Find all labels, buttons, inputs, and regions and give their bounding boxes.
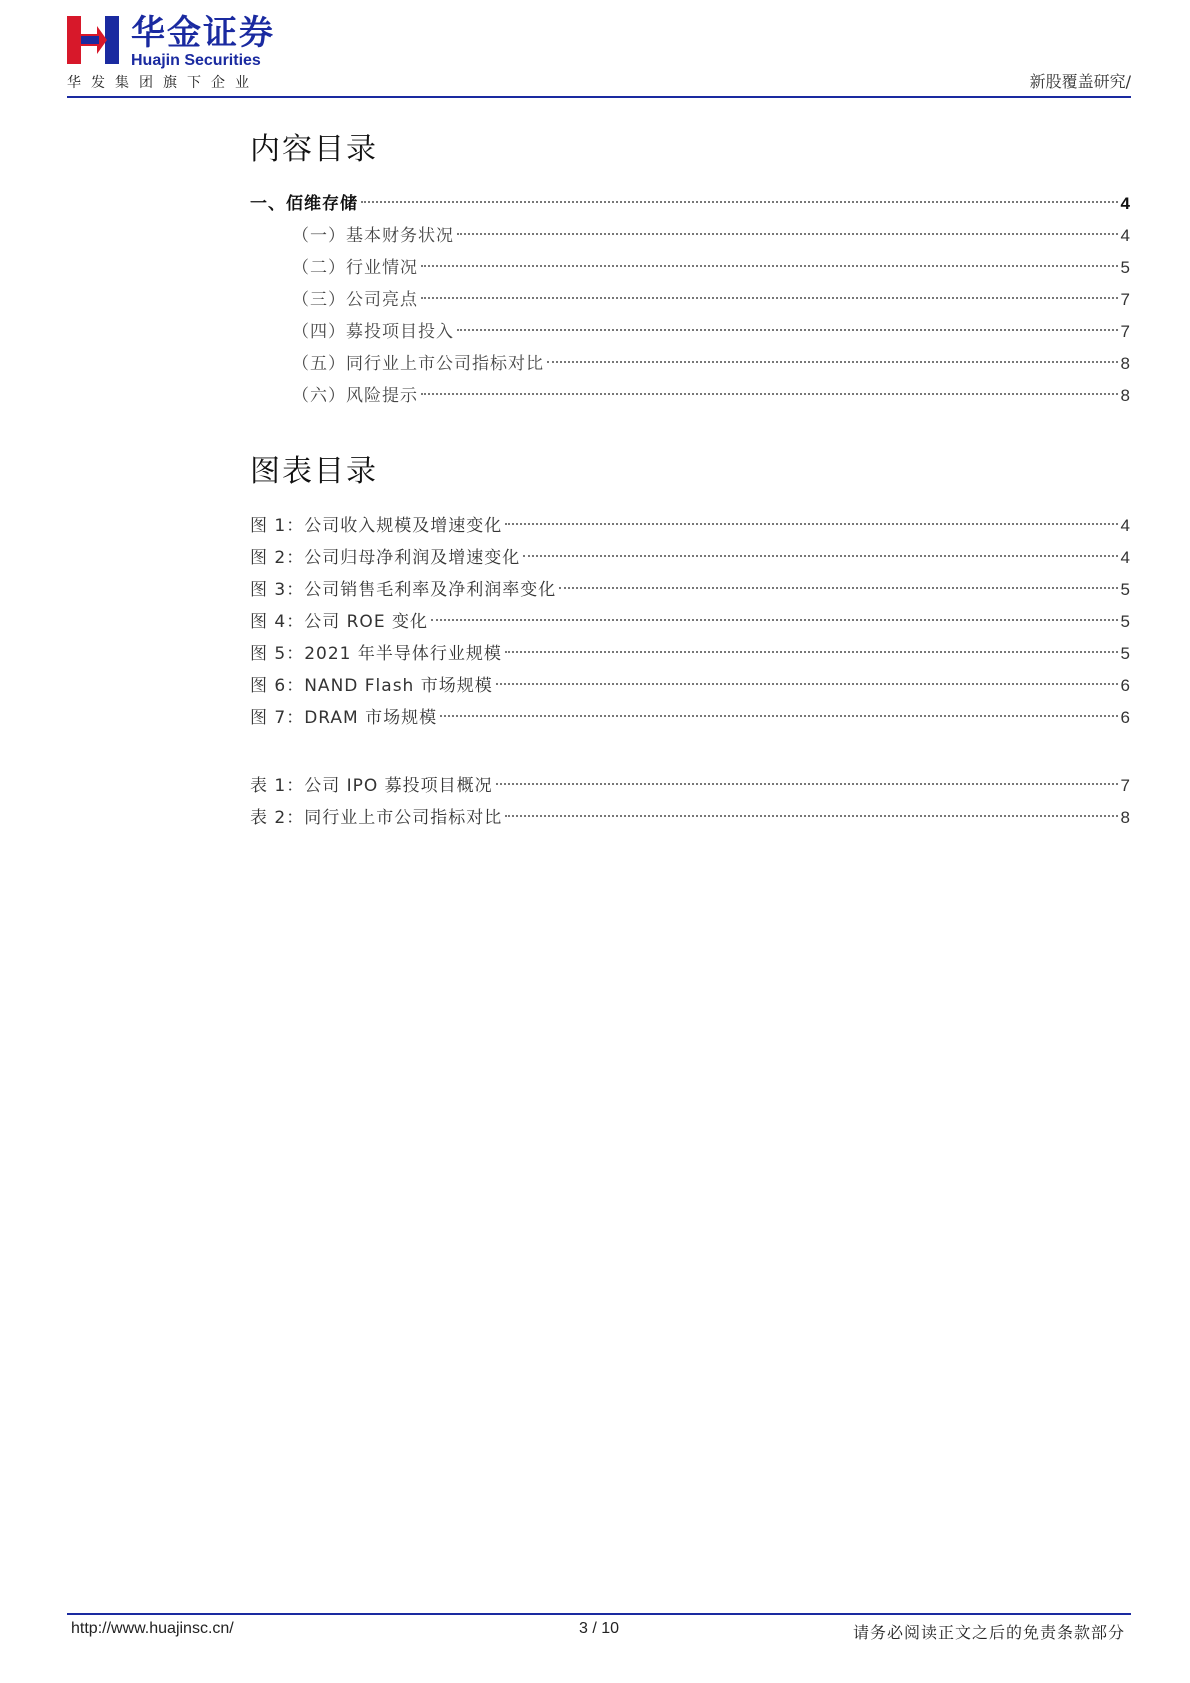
dot-leader xyxy=(559,587,1117,589)
toc-entry-label: （一）基本财务状况 xyxy=(292,226,454,246)
dot-leader xyxy=(496,683,1118,685)
disclaimer-notice: 请务必阅读正文之后的免责条款部分 xyxy=(852,1623,1125,1642)
page-footer xyxy=(67,1620,1131,1644)
toc-entry[interactable] xyxy=(250,316,1130,348)
dot-leader xyxy=(547,361,1118,363)
figure-entry-label: 图 7：DRAM 市场规模 xyxy=(250,708,438,728)
brand-name-cn: 华金证券 xyxy=(131,13,275,53)
huajin-logo-icon xyxy=(67,16,119,64)
figure-entry-page: 4 xyxy=(1120,516,1130,535)
toc-entry-label: （三）公司亮点 xyxy=(292,290,418,310)
brand-name-en: Huajin Securities xyxy=(131,52,261,69)
figure-entry[interactable] xyxy=(250,510,1130,542)
toc-entry-label: （四）募投项目投入 xyxy=(292,322,454,342)
toc-entry-page: 5 xyxy=(1120,258,1130,277)
dot-leader xyxy=(440,715,1117,717)
dot-leader xyxy=(421,265,1118,267)
figure-entry-page: 5 xyxy=(1120,644,1130,663)
figure-entry[interactable] xyxy=(250,702,1130,734)
toc-entry[interactable] xyxy=(250,380,1130,412)
toc-entry[interactable] xyxy=(250,188,1130,220)
figure-entry[interactable] xyxy=(250,574,1130,606)
dot-leader xyxy=(523,555,1117,557)
toc-entry-page: 4 xyxy=(1120,194,1130,213)
figure-entry[interactable] xyxy=(250,638,1130,670)
toc-entry[interactable] xyxy=(250,220,1130,252)
figure-entry-label: 图 5：2021 年半导体行业规模 xyxy=(250,644,502,664)
table-entry[interactable] xyxy=(250,770,1130,802)
toc-entry-label: （二）行业情况 xyxy=(292,258,418,278)
footer-divider xyxy=(67,1613,1131,1615)
toc-entry-label: （六）风险提示 xyxy=(292,386,418,406)
dot-leader xyxy=(505,523,1117,525)
toc-content xyxy=(250,130,1130,834)
page-number: 3 / 10 xyxy=(578,1620,620,1637)
contents-title: 内容目录 xyxy=(250,132,378,167)
figure-entry-page: 5 xyxy=(1120,612,1130,631)
figure-entry-page: 6 xyxy=(1120,708,1130,727)
figure-entry-page: 6 xyxy=(1120,676,1130,695)
figure-entry-label: 图 3：公司销售毛利率及净利润率变化 xyxy=(250,580,557,600)
contents-list xyxy=(250,188,1130,412)
figure-entry-page: 5 xyxy=(1120,580,1130,599)
figure-entry-label: 图 6：NAND Flash 市场规模 xyxy=(250,676,493,696)
page-header xyxy=(67,12,1131,98)
figure-entry-label: 图 4：公司 ROE 变化 xyxy=(250,612,428,632)
table-entry-page: 7 xyxy=(1120,776,1130,795)
figure-entry[interactable] xyxy=(250,542,1130,574)
toc-entry-page: 7 xyxy=(1120,322,1130,341)
dot-leader xyxy=(421,297,1118,299)
figures-list xyxy=(250,510,1130,734)
header-divider xyxy=(67,96,1131,98)
dot-leader xyxy=(457,329,1118,331)
group-tagline: 华发集团旗下企业 xyxy=(67,75,259,91)
figure-entry-label: 图 2：公司归母净利润及增速变化 xyxy=(250,548,521,568)
website-link[interactable]: http://www.huajinsc.cn/ xyxy=(71,1620,234,1637)
dot-leader xyxy=(421,393,1118,395)
table-entry-page: 8 xyxy=(1120,808,1130,827)
figure-entry[interactable] xyxy=(250,670,1130,702)
toc-entry[interactable] xyxy=(250,284,1130,316)
dot-leader xyxy=(457,233,1118,235)
toc-entry[interactable] xyxy=(250,252,1130,284)
dot-leader xyxy=(361,201,1118,203)
report-category: 新股覆盖研究/ xyxy=(1029,72,1131,91)
figure-entry[interactable] xyxy=(250,606,1130,638)
spacer xyxy=(250,734,1130,770)
table-entry-label: 表 2：同行业上市公司指标对比 xyxy=(250,808,503,828)
figure-entry-label: 图 1：公司收入规模及增速变化 xyxy=(250,516,503,536)
toc-entry-label: （五）同行业上市公司指标对比 xyxy=(292,354,544,374)
toc-entry-label: 一、佰维存储 xyxy=(250,194,358,214)
toc-entry-page: 8 xyxy=(1120,354,1130,373)
tables-list xyxy=(250,770,1130,834)
toc-entry[interactable] xyxy=(250,348,1130,380)
table-entry[interactable] xyxy=(250,802,1130,834)
dot-leader xyxy=(496,783,1118,785)
dot-leader xyxy=(431,619,1118,621)
toc-entry-page: 8 xyxy=(1120,386,1130,405)
dot-leader xyxy=(505,651,1118,653)
toc-entry-page: 4 xyxy=(1120,226,1130,245)
table-entry-label: 表 1：公司 IPO 募投项目概况 xyxy=(250,776,493,796)
figures-title: 图表目录 xyxy=(250,454,378,489)
toc-entry-page: 7 xyxy=(1120,290,1130,309)
dot-leader xyxy=(505,815,1117,817)
figure-entry-page: 4 xyxy=(1120,548,1130,567)
